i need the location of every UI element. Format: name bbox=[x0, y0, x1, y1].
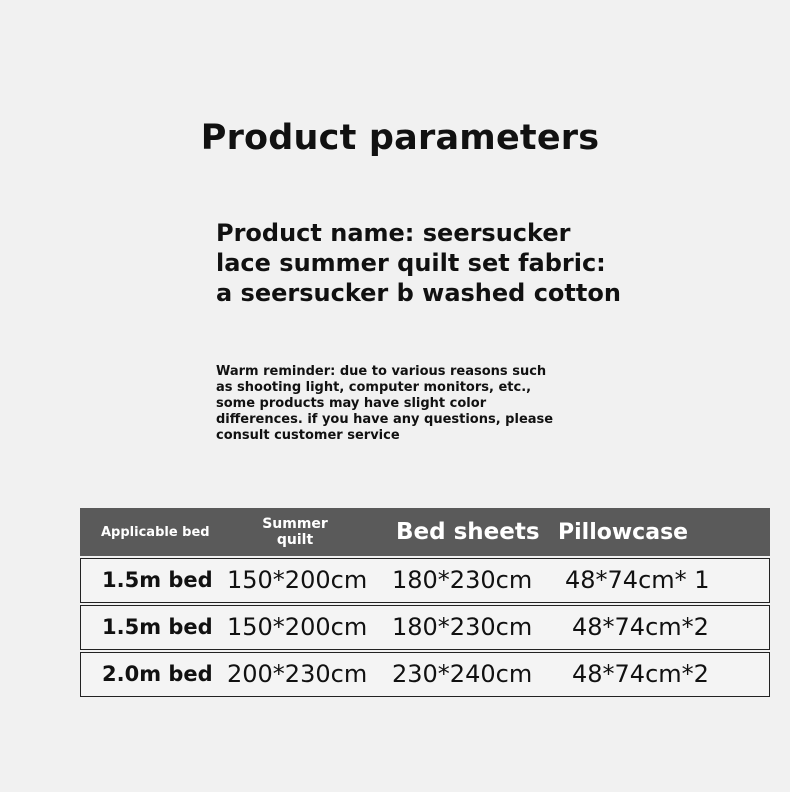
table-row bbox=[80, 652, 770, 697]
cell-pillowcase: 48*74cm* 1 bbox=[565, 566, 710, 594]
warm-reminder bbox=[216, 364, 556, 444]
cell-sheet-size: 180*230cm bbox=[392, 613, 533, 641]
parameters-table bbox=[80, 508, 770, 697]
product-name-line: Product name: seersucker bbox=[216, 219, 571, 247]
reminder-line: consult customer service bbox=[216, 428, 400, 443]
table-row bbox=[80, 605, 770, 650]
product-name-block bbox=[216, 218, 656, 308]
reminder-line: some products may have slight color bbox=[216, 396, 487, 411]
header-bed-sheets: Bed sheets bbox=[396, 519, 540, 545]
cell-quilt-size: 150*200cm bbox=[227, 566, 368, 594]
cell-bed-size: 2.0m bed bbox=[102, 662, 213, 686]
reminder-line: as shooting light, computer monitors, etc., bbox=[216, 380, 532, 395]
header-summer-quilt bbox=[252, 508, 338, 556]
header-pillowcase: Pillowcase bbox=[558, 519, 689, 545]
cell-pillowcase: 48*74cm*2 bbox=[572, 613, 709, 641]
table-row bbox=[80, 558, 770, 603]
product-name-line: a seersucker b washed cotton bbox=[216, 279, 621, 307]
cell-pillowcase: 48*74cm*2 bbox=[572, 660, 709, 688]
cell-quilt-size: 200*230cm bbox=[227, 660, 368, 688]
reminder-line: differences. if you have any questions, please bbox=[216, 412, 554, 427]
cell-quilt-size: 150*200cm bbox=[227, 613, 368, 641]
header-summer-quilt-line1: Summer bbox=[262, 516, 328, 532]
table-header bbox=[80, 508, 770, 556]
cell-bed-size: 1.5m bed bbox=[102, 615, 213, 639]
cell-sheet-size: 230*240cm bbox=[392, 660, 533, 688]
cell-bed-size: 1.5m bed bbox=[102, 568, 213, 592]
reminder-line: Warm reminder: due to various reasons such bbox=[216, 364, 547, 379]
header-applicable-bed: Applicable bed bbox=[101, 524, 210, 540]
cell-sheet-size: 180*230cm bbox=[392, 566, 533, 594]
product-name-line: lace summer quilt set fabric: bbox=[216, 249, 606, 277]
page-title: Product parameters bbox=[200, 118, 600, 158]
header-summer-quilt-line2: quilt bbox=[276, 532, 314, 548]
